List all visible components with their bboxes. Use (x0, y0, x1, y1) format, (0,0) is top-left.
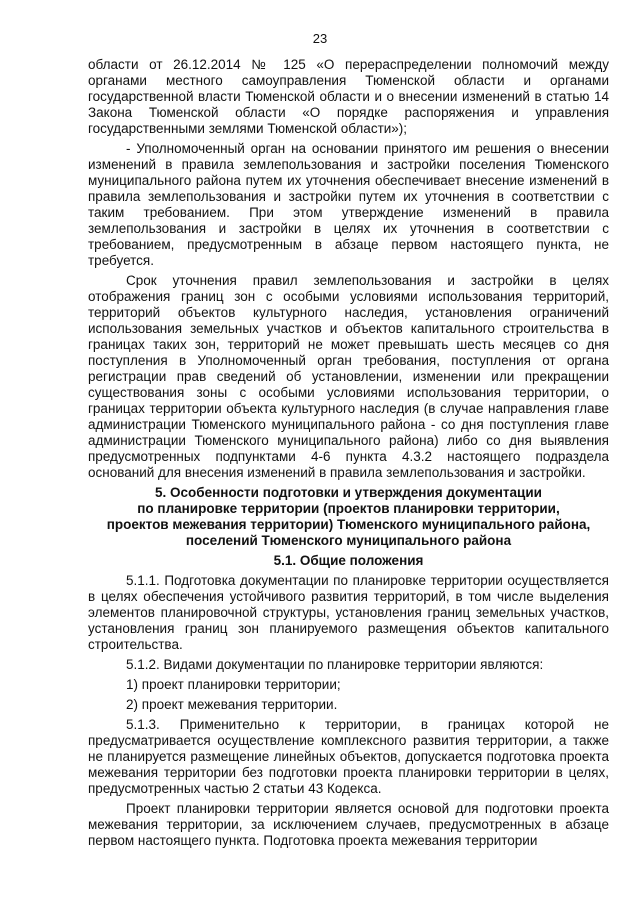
section-heading (88, 485, 609, 549)
paragraph-planning-basis: Проект планировки территории является основой для подготовки проекта межевания территории, за исключением случаев, предусмотренных в абзаце первом настоящего пункта. Подготовка проекта межевания территории (88, 801, 609, 848)
paragraph-clarification-deadline: Срок уточнения правил землепользования и застройки в целях отображения границ зон с особыми условиями использования территорий, территорий объектов культурного наследия, установления ограничений использования земельных участков и объектов капитального строительства в границах таких зон, территорий не может превышать шесть месяцев со дня поступления в Уполномоченный орган требования, поступления от органа регистрации прав сведений об установлении, изменении или прекращении существования зоны с особыми условиями использования территории, о границах территории объекта культурного наследия (в случае направления главе администрации Тюменского муниципального района - со дня поступления главе администрации Тюменского муниципального района) либо со дня выявления предусмотренных подпунктами 4-6 пункта 4.3.2 настоящего подраздела оснований для внесения изменений в правила землепользования и застройки. (88, 273, 609, 480)
section-heading-line: 5. Особенности подготовки и утверждения документации (155, 485, 542, 500)
list-item-surveying-project: 2) проект межевания территории. (126, 697, 338, 712)
paragraph-law-reference: области от 26.12.2014 № 125 «О перераспределении полномочий между органами местного самоуправления Тюменской области и органами государственной власти Тюменской области и о внесении изменений в статью 14 Закона Тюменской области «О порядке распоряжения и управления государственными землями Тюменской области»); (88, 57, 609, 136)
paragraph-5-1-1: 5.1.1. Подготовка документации по планировке территории осуществляется в целях обеспечения устойчивого развития территорий, в том числе выделения элементов планировочной структуры, установления границ земельных участков, установления границ зон планируемого размещения объектов капитального строительства. (88, 573, 609, 652)
section-heading-line: поселений Тюменского муниципального района (185, 533, 512, 548)
section-heading-line: по планировке территории (проектов планировки территории, (137, 501, 560, 516)
document-body (88, 57, 609, 853)
list-item-planning-project: 1) проект планировки территории; (126, 677, 341, 692)
section-heading-line: проектов межевания территории) Тюменского муниципального района, (106, 517, 591, 532)
page-number: 23 (312, 31, 328, 46)
paragraph-authorized-body: - Уполномоченный орган на основании принятого им решения о внесении изменений в правила землепользования и застройки поселения Тюменского муниципального района путем их уточнения обеспечивает внесение изменений в правила землепользования и застройки путем их уточнения в соответствии с таким требованием. При этом утверждение изменений в правила землепользования и застройки в целях их уточнения в соответствии с требованием, предусмотренным в абзаце первом настоящего пункта, не требуется. (88, 141, 609, 268)
subsection-heading: 5.1. Общие положения (273, 553, 424, 568)
paragraph-5-1-3: 5.1.3. Применительно к территории, в границах которой не предусматривается осуществление комплексного развития территории, а также не планируется размещение линейных объектов, допускается подготовка проекта межевания территории без подготовки проекта планировки территории в целях, предусмотренных частью 2 статьи 43 Кодекса. (88, 717, 609, 796)
paragraph-5-1-2: 5.1.2. Видами документации по планировке территории являются: (126, 657, 544, 672)
